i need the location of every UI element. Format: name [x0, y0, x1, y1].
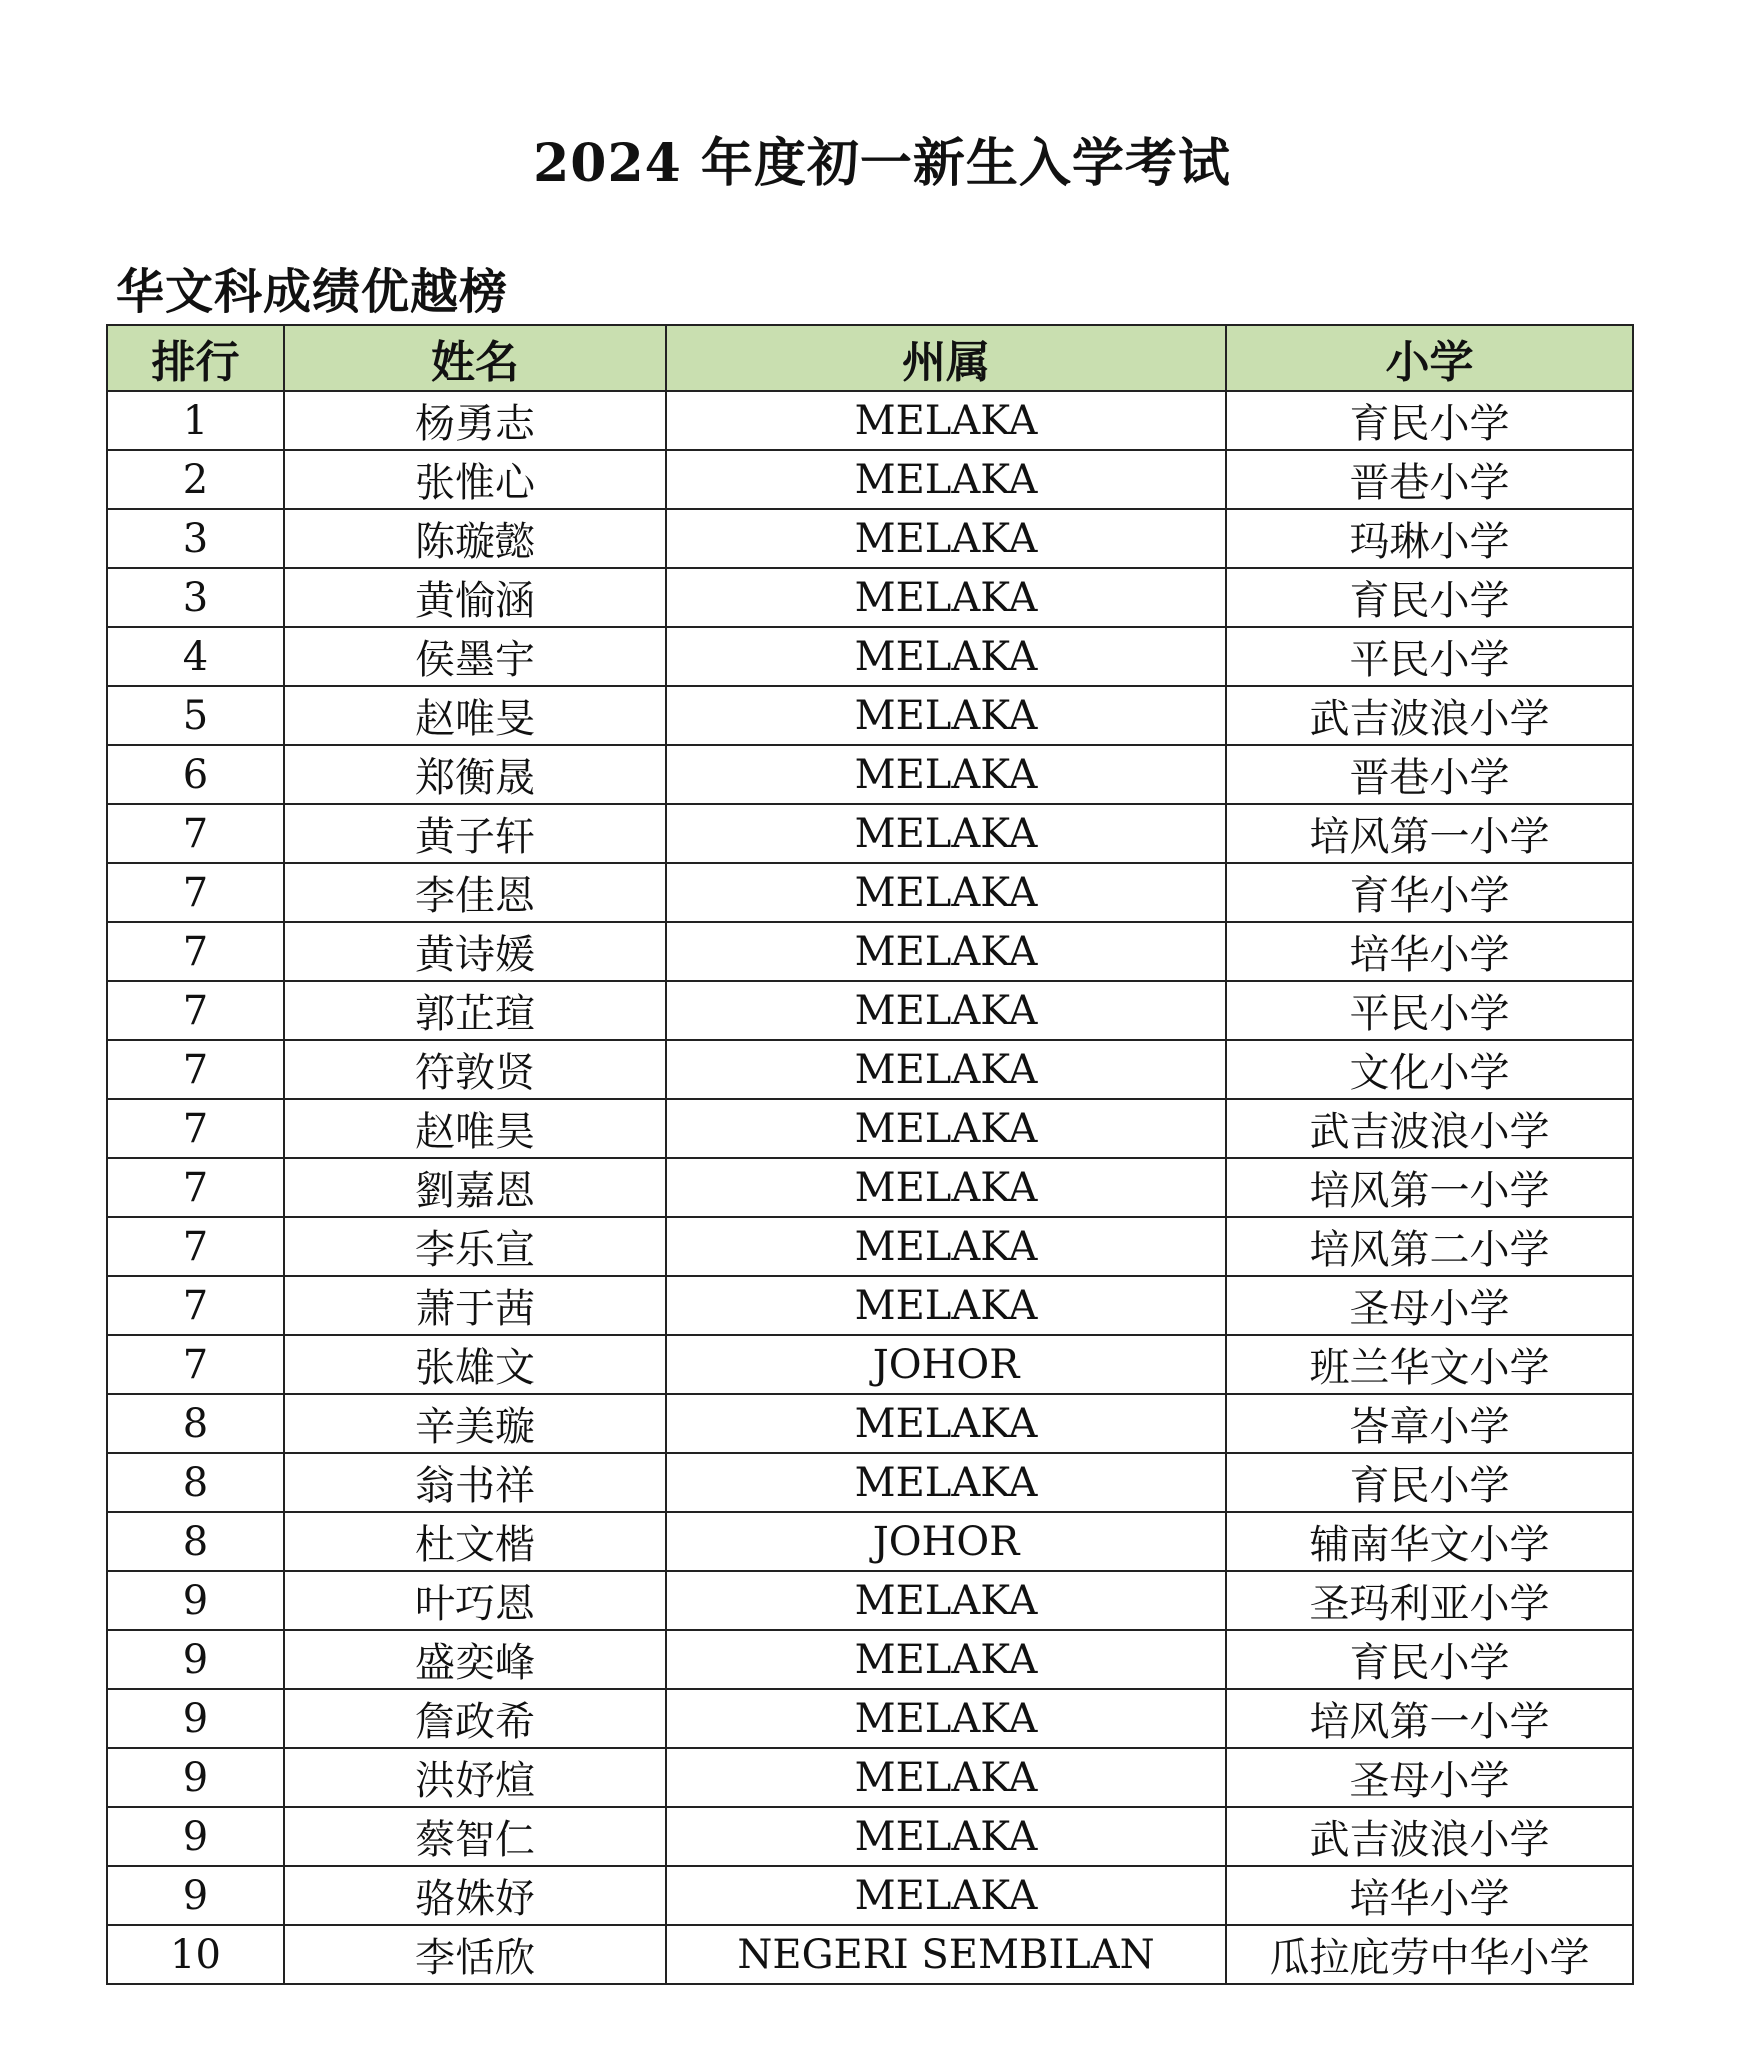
cell-rank: 8 — [107, 1394, 284, 1453]
cell-school: 武吉波浪小学 — [1226, 686, 1633, 745]
cell-school: 晋巷小学 — [1226, 450, 1633, 509]
cell-school: 育民小学 — [1226, 1630, 1633, 1689]
cell-state: JOHOR — [666, 1512, 1226, 1571]
cell-school: 培华小学 — [1226, 922, 1633, 981]
cell-rank: 4 — [107, 627, 284, 686]
cell-rank: 7 — [107, 1217, 284, 1276]
cell-name: 陈璇懿 — [284, 509, 666, 568]
cell-name: 骆姝妤 — [284, 1866, 666, 1925]
table-row — [107, 981, 1633, 1040]
table-row — [107, 804, 1633, 863]
cell-state: NEGERI SEMBILAN — [666, 1925, 1226, 1984]
table-row — [107, 1158, 1633, 1217]
table-row — [107, 1453, 1633, 1512]
cell-rank: 5 — [107, 686, 284, 745]
cell-state: MELAKA — [666, 686, 1226, 745]
cell-name: 辛美璇 — [284, 1394, 666, 1453]
cell-state: MELAKA — [666, 1807, 1226, 1866]
cell-school: 瓜拉庇劳中华小学 — [1226, 1925, 1633, 1984]
cell-rank: 3 — [107, 568, 284, 627]
cell-name: 杨勇志 — [284, 391, 666, 450]
cell-name: 洪妤煊 — [284, 1748, 666, 1807]
table-row — [107, 1925, 1633, 1984]
table-row — [107, 1630, 1633, 1689]
cell-name: 杜文楷 — [284, 1512, 666, 1571]
table-row — [107, 450, 1633, 509]
cell-state: MELAKA — [666, 1689, 1226, 1748]
cell-rank: 7 — [107, 1040, 284, 1099]
cell-state: MELAKA — [666, 1748, 1226, 1807]
cell-school: 圣玛利亚小学 — [1226, 1571, 1633, 1630]
cell-state: MELAKA — [666, 1394, 1226, 1453]
cell-name: 叶巧恩 — [284, 1571, 666, 1630]
table-row — [107, 1040, 1633, 1099]
table-row — [107, 1807, 1633, 1866]
cell-rank: 7 — [107, 1276, 284, 1335]
table-row — [107, 1335, 1633, 1394]
cell-state: MELAKA — [666, 450, 1226, 509]
cell-school: 玛琳小学 — [1226, 509, 1633, 568]
cell-state: MELAKA — [666, 1866, 1226, 1925]
cell-school: 培华小学 — [1226, 1866, 1633, 1925]
cell-rank: 9 — [107, 1807, 284, 1866]
table-row — [107, 922, 1633, 981]
cell-name: 赵唯旻 — [284, 686, 666, 745]
table-row — [107, 509, 1633, 568]
cell-state: MELAKA — [666, 804, 1226, 863]
section-title: 华文科成绩优越榜 — [116, 264, 509, 320]
cell-school: 晋巷小学 — [1226, 745, 1633, 804]
header-school: 小学 — [1226, 325, 1633, 391]
cell-rank: 7 — [107, 1335, 284, 1394]
cell-name: 蔡智仁 — [284, 1807, 666, 1866]
cell-name: 符敦贤 — [284, 1040, 666, 1099]
cell-rank: 9 — [107, 1748, 284, 1807]
ranking-table — [106, 324, 1634, 1985]
cell-state: MELAKA — [666, 1276, 1226, 1335]
table-row — [107, 686, 1633, 745]
cell-state: MELAKA — [666, 981, 1226, 1040]
cell-school: 平民小学 — [1226, 981, 1633, 1040]
table-row — [107, 1866, 1633, 1925]
cell-name: 李佳恩 — [284, 863, 666, 922]
cell-state: MELAKA — [666, 1217, 1226, 1276]
document-title: 2024 年度初一新生入学考试 — [533, 133, 1231, 194]
cell-name: 张雄文 — [284, 1335, 666, 1394]
cell-school: 武吉波浪小学 — [1226, 1807, 1633, 1866]
cell-rank: 7 — [107, 1158, 284, 1217]
cell-rank: 3 — [107, 509, 284, 568]
cell-name: 侯墨宇 — [284, 627, 666, 686]
cell-school: 育民小学 — [1226, 391, 1633, 450]
cell-rank: 7 — [107, 804, 284, 863]
cell-rank: 9 — [107, 1630, 284, 1689]
cell-state: MELAKA — [666, 1040, 1226, 1099]
cell-school: 培风第一小学 — [1226, 1158, 1633, 1217]
cell-school: 培风第二小学 — [1226, 1217, 1633, 1276]
cell-rank: 8 — [107, 1512, 284, 1571]
cell-school: 育民小学 — [1226, 568, 1633, 627]
header-state: 州属 — [666, 325, 1226, 391]
cell-school: 圣母小学 — [1226, 1748, 1633, 1807]
cell-rank: 7 — [107, 922, 284, 981]
cell-state: MELAKA — [666, 1099, 1226, 1158]
cell-name: 盛奕峰 — [284, 1630, 666, 1689]
cell-rank: 10 — [107, 1925, 284, 1984]
cell-state: MELAKA — [666, 745, 1226, 804]
cell-name: 黄子轩 — [284, 804, 666, 863]
cell-rank: 7 — [107, 1099, 284, 1158]
cell-rank: 9 — [107, 1866, 284, 1925]
cell-school: 辅南华文小学 — [1226, 1512, 1633, 1571]
cell-school: 文化小学 — [1226, 1040, 1633, 1099]
cell-name: 萧于茜 — [284, 1276, 666, 1335]
cell-school: 圣母小学 — [1226, 1276, 1633, 1335]
table-row — [107, 1571, 1633, 1630]
cell-rank: 7 — [107, 863, 284, 922]
cell-name: 李乐宣 — [284, 1217, 666, 1276]
table-row — [107, 391, 1633, 450]
cell-school: 培风第一小学 — [1226, 1689, 1633, 1748]
cell-school: 班兰华文小学 — [1226, 1335, 1633, 1394]
cell-name: 郑衡晟 — [284, 745, 666, 804]
cell-state: MELAKA — [666, 863, 1226, 922]
table-header-row — [107, 325, 1633, 391]
header-name: 姓名 — [284, 325, 666, 391]
table-row — [107, 568, 1633, 627]
cell-state: MELAKA — [666, 391, 1226, 450]
cell-school: 武吉波浪小学 — [1226, 1099, 1633, 1158]
cell-rank: 7 — [107, 981, 284, 1040]
table-row — [107, 1276, 1633, 1335]
table-row — [107, 1217, 1633, 1276]
table-row — [107, 1748, 1633, 1807]
table-row — [107, 1394, 1633, 1453]
cell-school: 培风第一小学 — [1226, 804, 1633, 863]
cell-state: MELAKA — [666, 922, 1226, 981]
cell-name: 黄愉涵 — [284, 568, 666, 627]
cell-school: 育华小学 — [1226, 863, 1633, 922]
cell-name: 赵唯昊 — [284, 1099, 666, 1158]
table-row — [107, 1689, 1633, 1748]
cell-school: 峇章小学 — [1226, 1394, 1633, 1453]
cell-state: MELAKA — [666, 1630, 1226, 1689]
cell-state: MELAKA — [666, 509, 1226, 568]
table-row — [107, 627, 1633, 686]
cell-rank: 6 — [107, 745, 284, 804]
cell-state: MELAKA — [666, 1453, 1226, 1512]
cell-state: MELAKA — [666, 1158, 1226, 1217]
cell-rank: 8 — [107, 1453, 284, 1512]
cell-name: 郭芷瑄 — [284, 981, 666, 1040]
table-row — [107, 863, 1633, 922]
cell-rank: 9 — [107, 1571, 284, 1630]
cell-name: 詹政希 — [284, 1689, 666, 1748]
cell-rank: 1 — [107, 391, 284, 450]
cell-name: 劉嘉恩 — [284, 1158, 666, 1217]
header-rank: 排行 — [107, 325, 284, 391]
cell-name: 翁书祥 — [284, 1453, 666, 1512]
cell-state: JOHOR — [666, 1335, 1226, 1394]
cell-rank: 9 — [107, 1689, 284, 1748]
table-row — [107, 1099, 1633, 1158]
cell-school: 平民小学 — [1226, 627, 1633, 686]
cell-name: 张惟心 — [284, 450, 666, 509]
cell-state: MELAKA — [666, 1571, 1226, 1630]
cell-name: 李恬欣 — [284, 1925, 666, 1984]
cell-state: MELAKA — [666, 627, 1226, 686]
cell-school: 育民小学 — [1226, 1453, 1633, 1512]
table-row — [107, 1512, 1633, 1571]
cell-rank: 2 — [107, 450, 284, 509]
cell-name: 黄诗媛 — [284, 922, 666, 981]
cell-state: MELAKA — [666, 568, 1226, 627]
table-row — [107, 745, 1633, 804]
